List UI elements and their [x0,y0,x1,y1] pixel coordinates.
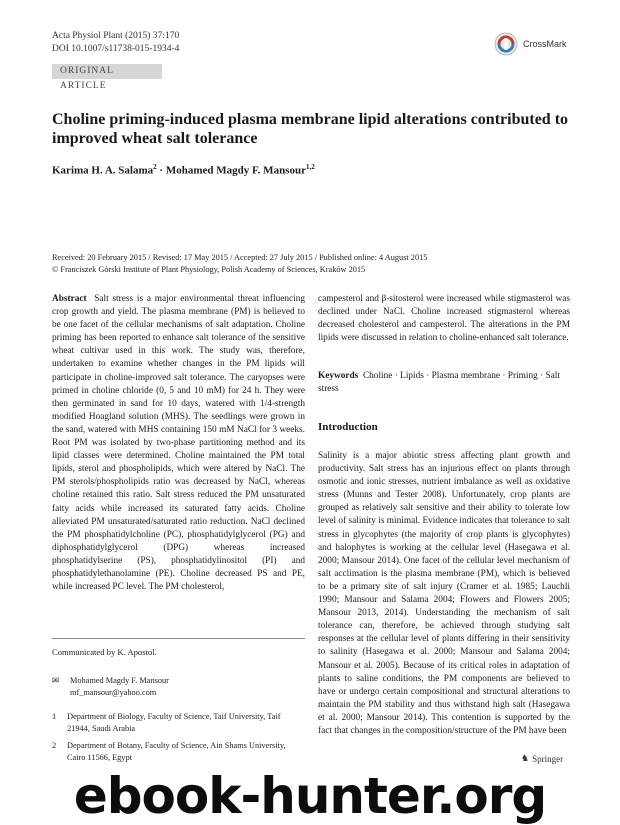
abstract [52,293,305,594]
author-list [52,163,315,177]
keywords-text: Choline · Lipids · Plasma membrane · Priming · Salt stress [318,371,560,394]
doi[interactable]: DOI 10.1007/s11738-015-1934-4 [52,44,180,54]
keywords-label: Keywords [318,371,359,381]
communicated-by: Communicated by K. Apostol. [52,647,157,657]
affiliation-2 [52,740,305,763]
author-name[interactable]: Mohamed Magdy F. Mansour [165,164,306,177]
affiliation-number: 1 [52,712,57,721]
introduction-paragraph: Salinity is a major abiotic stress affecting plant growth and productivity. Salt stress has an injurious effect on plants through osmotic and ionic stresses, nutrient imbalance as well as oxidative stress (Munns and Tester 2008). Unfortunately, crop plants are grouped as relatively salt sensitive and their ability to tolerate low level of salinity is minimal. Evidence indicates that tolerance to salt stress in glycophytes (the majority of crop plants is glycophytes) and halophytes is working at the cellular level (Hasegawa et al. 2000; Mansour 2014). One facet of the cellular level mechanism of salt acclimation is the plasma membrane (PM), which is believed to be a primary site of salt injury (Cramer et al. 1985; Lauchli 1990; Mansour and Salama 2004; Flowers and Flowers 2005; Mansour 2013, 2014). Understanding the mechanism of salt tolerance can, therefore, be achieved through studying salt responses at the cellular level of plants differing in their sensitivity to salinity (Hasegawa et al. 2000; Mansour and Salama 2004; Mansour et al. 2005). Because of its critical roles in adaptation of plants to saline conditions, the PM components are believed to have or undergo certain compositional and structural alterations to maintain the PM stability and thus withstand high salt (Hasegawa et al. 2000; Mansour 2014). This contention is supported by the fact that changes in the composition/structure of the PM have been [318,451,570,736]
abstract-text: Salt stress is a major environmental threat influencing crop growth and yield. The plasma membrane (PM) is believed to be one facet of the cellular mechanisms of salt adaptation. Choline priming has been reported to enhance salt tolerance of the sensitive wheat cultivar used in this work. The study was, therefore, undertaken to examine whether changes in the PM lipids will participate in choline-improved salt tolerance. The caryopses were primed in choline chloride (0, 5 and 10 mM) for 24 h. They were then germinated in sand for 10 days, watered with 1/4-strength modified Hoagland solution (MHS). The seedlings were grown in the sand, watered with MHS containing 150 mM NaCl for 3 weeks. Root PM was isolated by two-phase partitioning method and its lipid classes were determined. Choline maintained the PM total lipids, sterol and phospholipids, which were altered by NaCl. The PM sterols/phospholipids ratio was decreased by NaCl, whereas choline retained this ratio. Salt stress reduced the PM unsaturated fatty acids while increased its saturated fatty acids. Choline alleviated PM unsaturated/saturated ratio reduction. NaCl declined the PM phosphatidylcholine (PC), phosphatidylglycerol (PG) and diphosphatidylglycerol (DPG) whereas increased phosphatidylserine (PS), phosphatidylinositol (PI) and phosphatidylethanolamine (PE). Choline decreased PS and PE, while increased PC level. The PM cholesterol, [52,294,306,593]
author-name[interactable]: Karima H. A. Salama [52,164,154,177]
journal-citation: Acta Physiol Plant (2015) 37:170 [52,31,180,41]
abstract-continued: campesterol and β-sitosterol were increased while stigmasterol was declined under NaCl. Choline increased stigmasterol whereas decreased cholesterol and campesterol. The alterations in the PM lipids were discussed in relation to choline-enhanced salt tolerance. [318,294,570,344]
abstract-label: Abstract [52,294,87,304]
corresponding-author [52,675,305,698]
affiliation-text: Department of Biology, Faculty of Science, Taif University, Taif 21944, Saudi Arabia [67,712,281,733]
copyright-line: © Franciszek Górski Institute of Plant Physiology, Polish Academy of Sciences, Kraków 2015 [52,265,366,274]
springer-logo [521,753,563,764]
envelope-icon: ✉ [52,676,59,685]
affiliation-marker: 1,2 [305,163,315,171]
affiliation-number: 2 [52,741,57,750]
publication-history [52,252,582,276]
crossmark-badge[interactable] [494,31,594,57]
contact-email[interactable]: mf_mansour@yahoo.com [70,687,157,697]
affiliation-text: Department of Botany, Faculty of Science, Ain Shams University, Cairo 11566, Egypt [67,741,286,762]
crossmark-icon [494,32,518,56]
article-title: Choline priming-induced plasma membrane lipid alterations contributed to improved wheat salt tolerance [52,111,569,147]
contact-name: Mohamed Magdy F. Mansour [70,676,169,685]
springer-knight-icon: ♞ [521,753,530,763]
article-type-banner: ORIGINAL ARTICLE [52,64,162,79]
affiliation-marker: 2 [153,163,157,171]
section-heading: Introduction [318,421,378,433]
crossmark-label: CrossMark [523,39,567,49]
journal-header [52,30,179,56]
author-separator: · [156,164,166,177]
affiliation-1 [52,711,305,734]
footnote-divider [52,638,305,639]
received-dates: Received: 20 February 2015 / Revised: 17 May 2015 / Accepted: 27 July 2015 / Published online: 4 August 2015 [52,253,428,262]
keywords [318,370,570,396]
publisher-name: Springer [532,753,564,764]
watermark: ebook-hunter.org [73,767,547,825]
